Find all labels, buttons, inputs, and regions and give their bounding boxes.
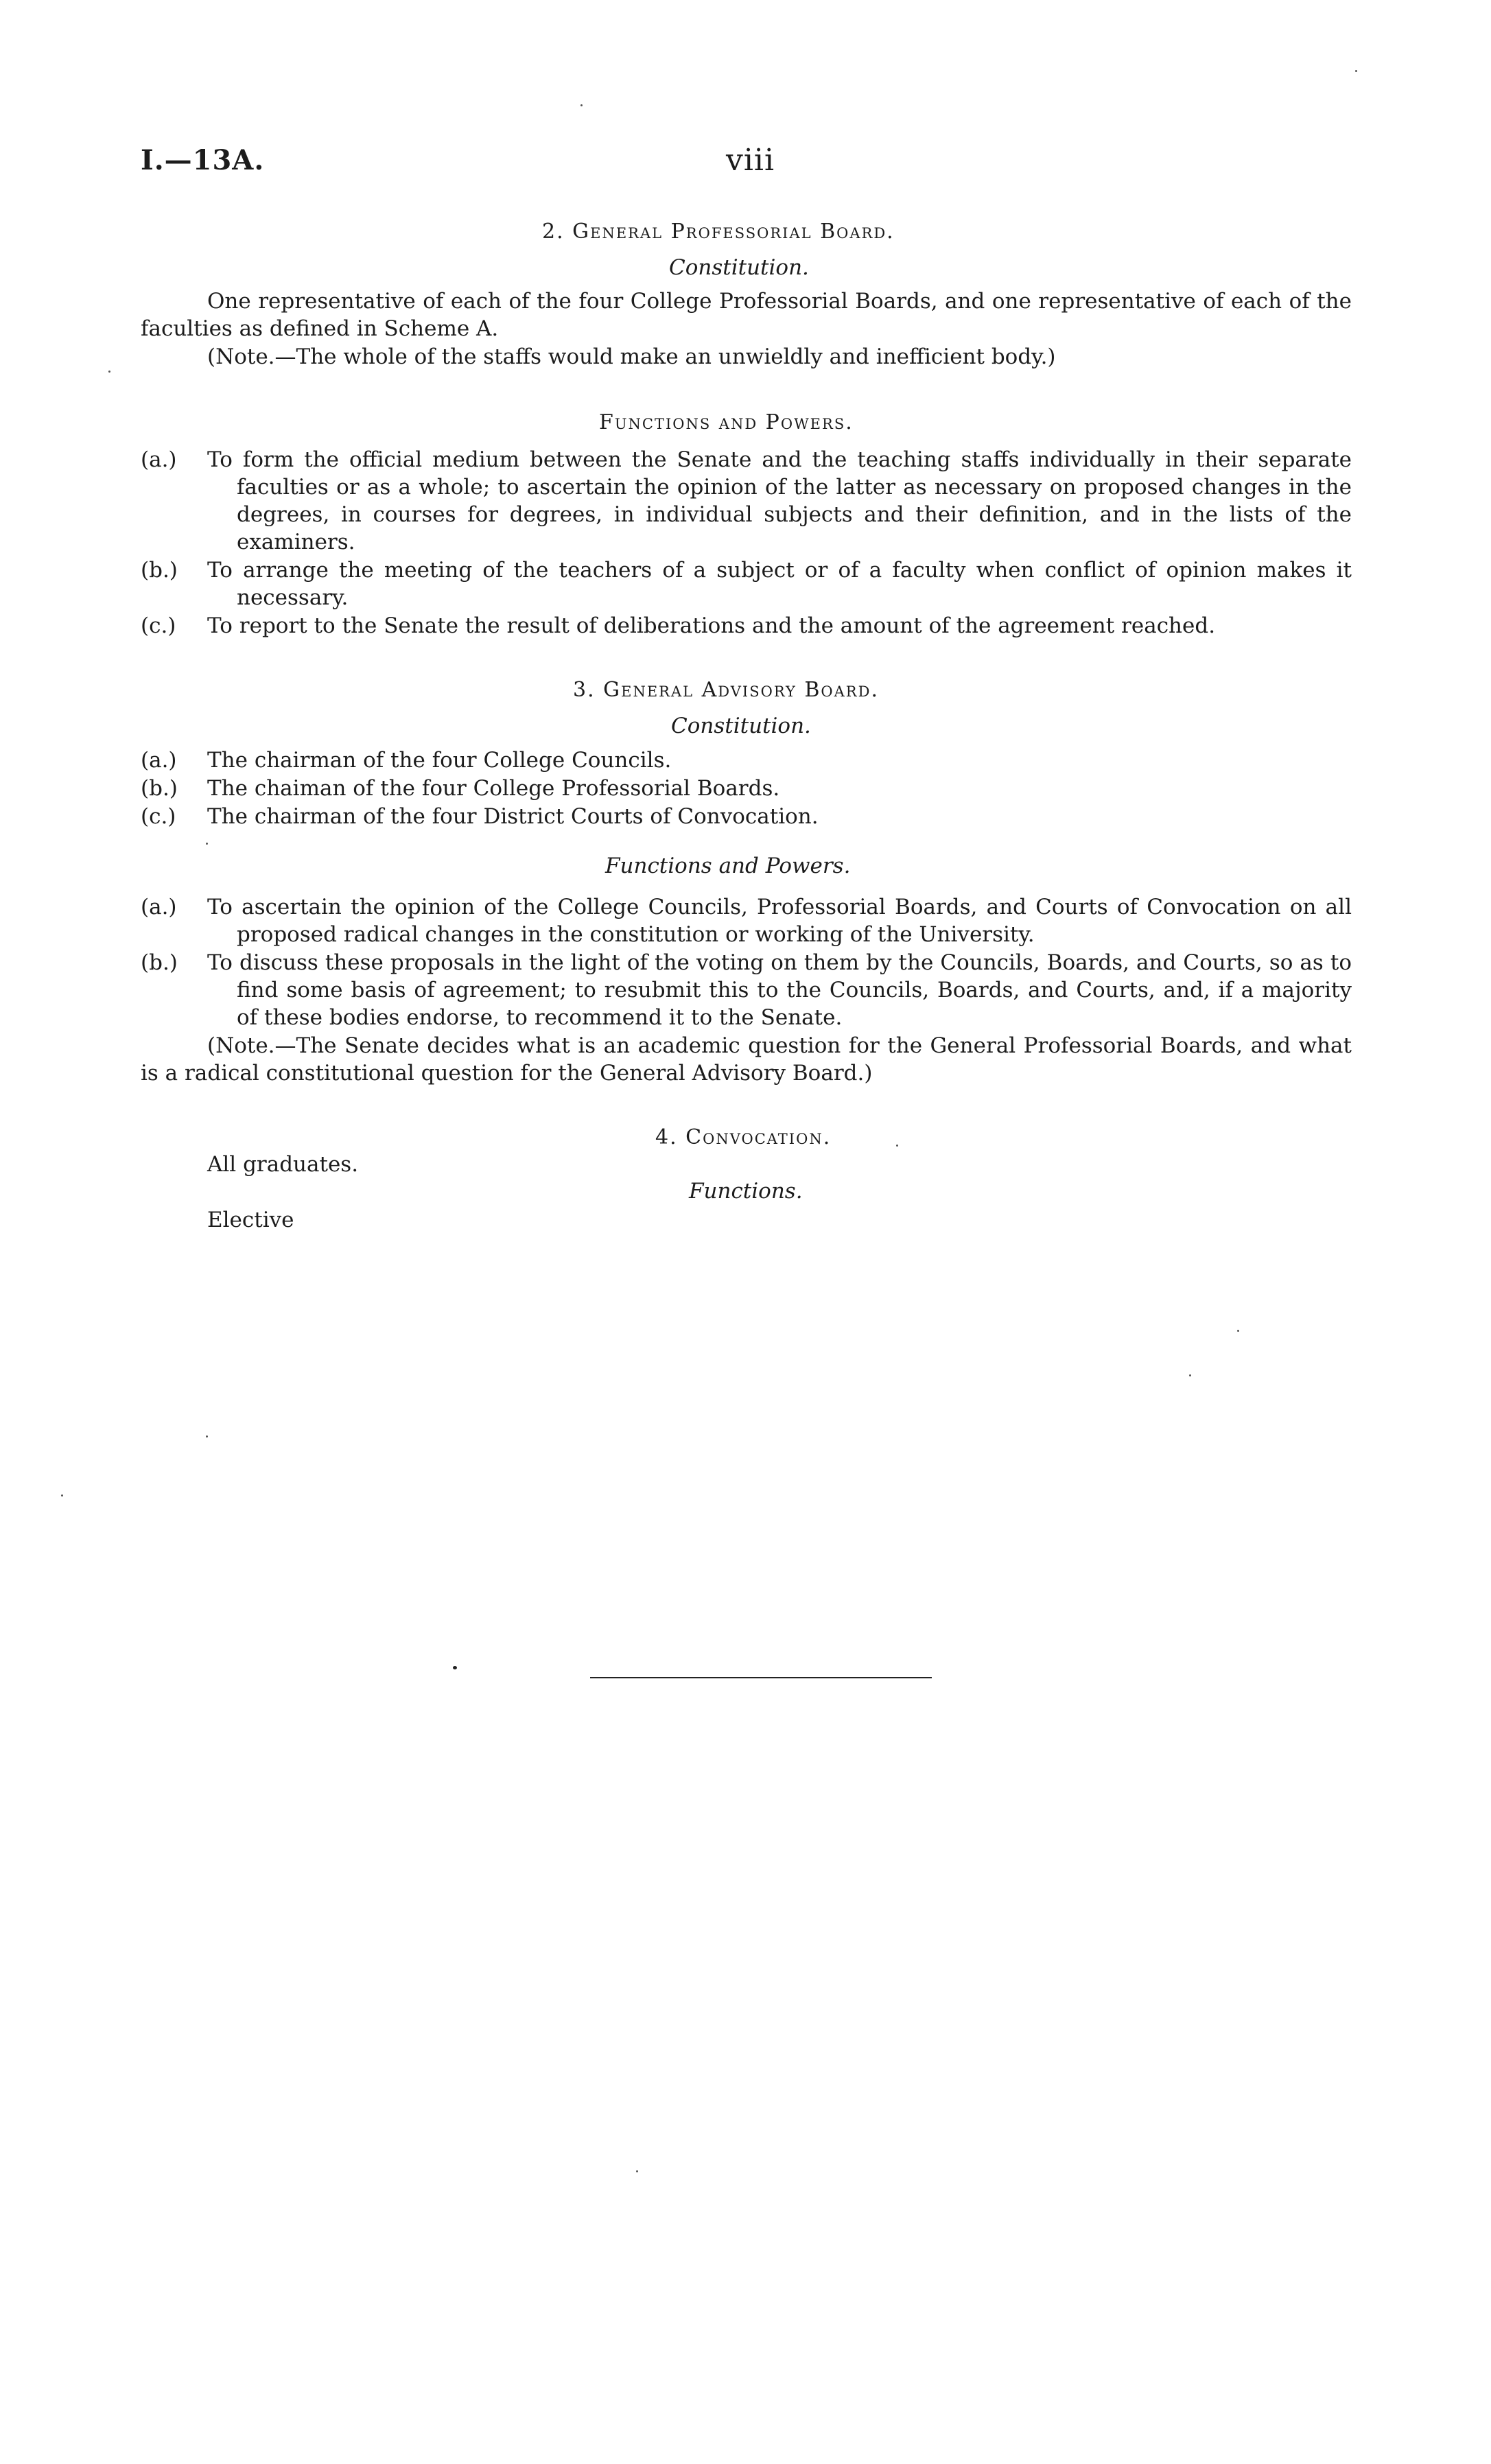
section-3-note: (Note.—The Senate decides what is an academic question for the General Professorial Boards, and what is a radical constitutional question for the General Advisory Board.): [141, 1033, 1352, 1086]
section-3-constitution-b: [141, 775, 1352, 802]
scan-speck: [453, 1666, 457, 1669]
item-label: (b.): [141, 950, 178, 975]
item-label: (a.): [141, 447, 177, 472]
closing-rule: [590, 1677, 932, 1678]
scan-speck: [1355, 70, 1357, 72]
section-2-constitution-text: One representative of each of the four College Professorial Boards, and one representative of each of the faculties as defined in Scheme A.: [141, 289, 1352, 341]
scan-speck: [1189, 1374, 1191, 1376]
section-3-constitution-c: [141, 803, 1352, 830]
item-text: To report to the Senate the result of deliberations and the amount of the agreement reached.: [207, 613, 1216, 638]
scan-speck: [636, 2170, 638, 2172]
item-label: (a.): [141, 748, 177, 773]
section-3-function-b: [141, 949, 1352, 1031]
section-3-title: 3. General Advisory Board.: [573, 678, 879, 702]
scan-speck: [206, 1435, 208, 1438]
page-number: viii: [726, 143, 775, 178]
section-4-functions-heading: Functions.: [689, 1179, 803, 1204]
section-2-constitution-heading: Constitution.: [669, 255, 809, 280]
section-3-constitution-heading: Constitution.: [671, 714, 811, 738]
scan-speck: [896, 1145, 898, 1147]
scan-speck: [206, 843, 208, 845]
item-text: The chaiman of the four College Professorial Boards.: [207, 776, 780, 801]
item-label: (b.): [141, 776, 178, 801]
section-2-note: (Note.—The whole of the staffs would make an unwieldly and inefficient body.): [207, 344, 1056, 369]
item-text: To ascertain the opinion of the College Councils, Professorial Boards, and Courts of Convocation on all proposed radical changes in the constitution or working of the University.: [207, 895, 1352, 947]
scan-speck: [1237, 1330, 1239, 1332]
item-text: The chairman of the four College Councils.: [207, 748, 672, 773]
item-label: (a.): [141, 895, 177, 919]
section-3-constitution-a: [141, 747, 1352, 774]
section-3-functions-heading: Functions and Powers.: [605, 854, 851, 878]
item-text: To form the official medium between the Senate and the teaching staffs individually in their separate faculties or as a whole; to ascertain the opinion of the latter as necessary on proposed changes in the degrees, in courses for degrees, in individual subjects and their definition, and in the lists of the examiners.: [207, 447, 1352, 554]
section-2-item-a: [141, 446, 1352, 556]
item-label: (c.): [141, 804, 176, 829]
item-label: (b.): [141, 558, 178, 583]
section-2-title: 2. General Professorial Board.: [542, 220, 895, 244]
series-number: I.—13A.: [141, 144, 265, 176]
scan-speck: [61, 1494, 63, 1497]
section-2-functions-heading: Functions and Powers.: [599, 410, 854, 434]
section-4-left-label-2: Elective: [207, 1208, 294, 1232]
section-3-function-a: [141, 893, 1352, 948]
section-2-item-b: [141, 556, 1352, 611]
section-2-item-c: [141, 612, 1352, 640]
item-text: The chairman of the four District Courts of Convocation.: [207, 804, 819, 829]
scan-speck: [108, 371, 110, 373]
item-text: To arrange the meeting of the teachers of a subject or of a faculty when conflict of opinion makes it necessary.: [207, 558, 1352, 610]
section-4-title: 4. Convocation.: [655, 1125, 832, 1149]
section-4-left-label-1: All graduates.: [207, 1152, 359, 1177]
item-label: (c.): [141, 613, 176, 638]
scan-speck: [580, 104, 583, 106]
item-text: To discuss these proposals in the light of the voting on them by the Councils, Boards, and Courts, so as to find some basis of agreement; to resubmit this to the Councils, Boards, and Courts, and, if a majority of these bodies endorse, to recommend it to the Senate.: [207, 950, 1352, 1030]
